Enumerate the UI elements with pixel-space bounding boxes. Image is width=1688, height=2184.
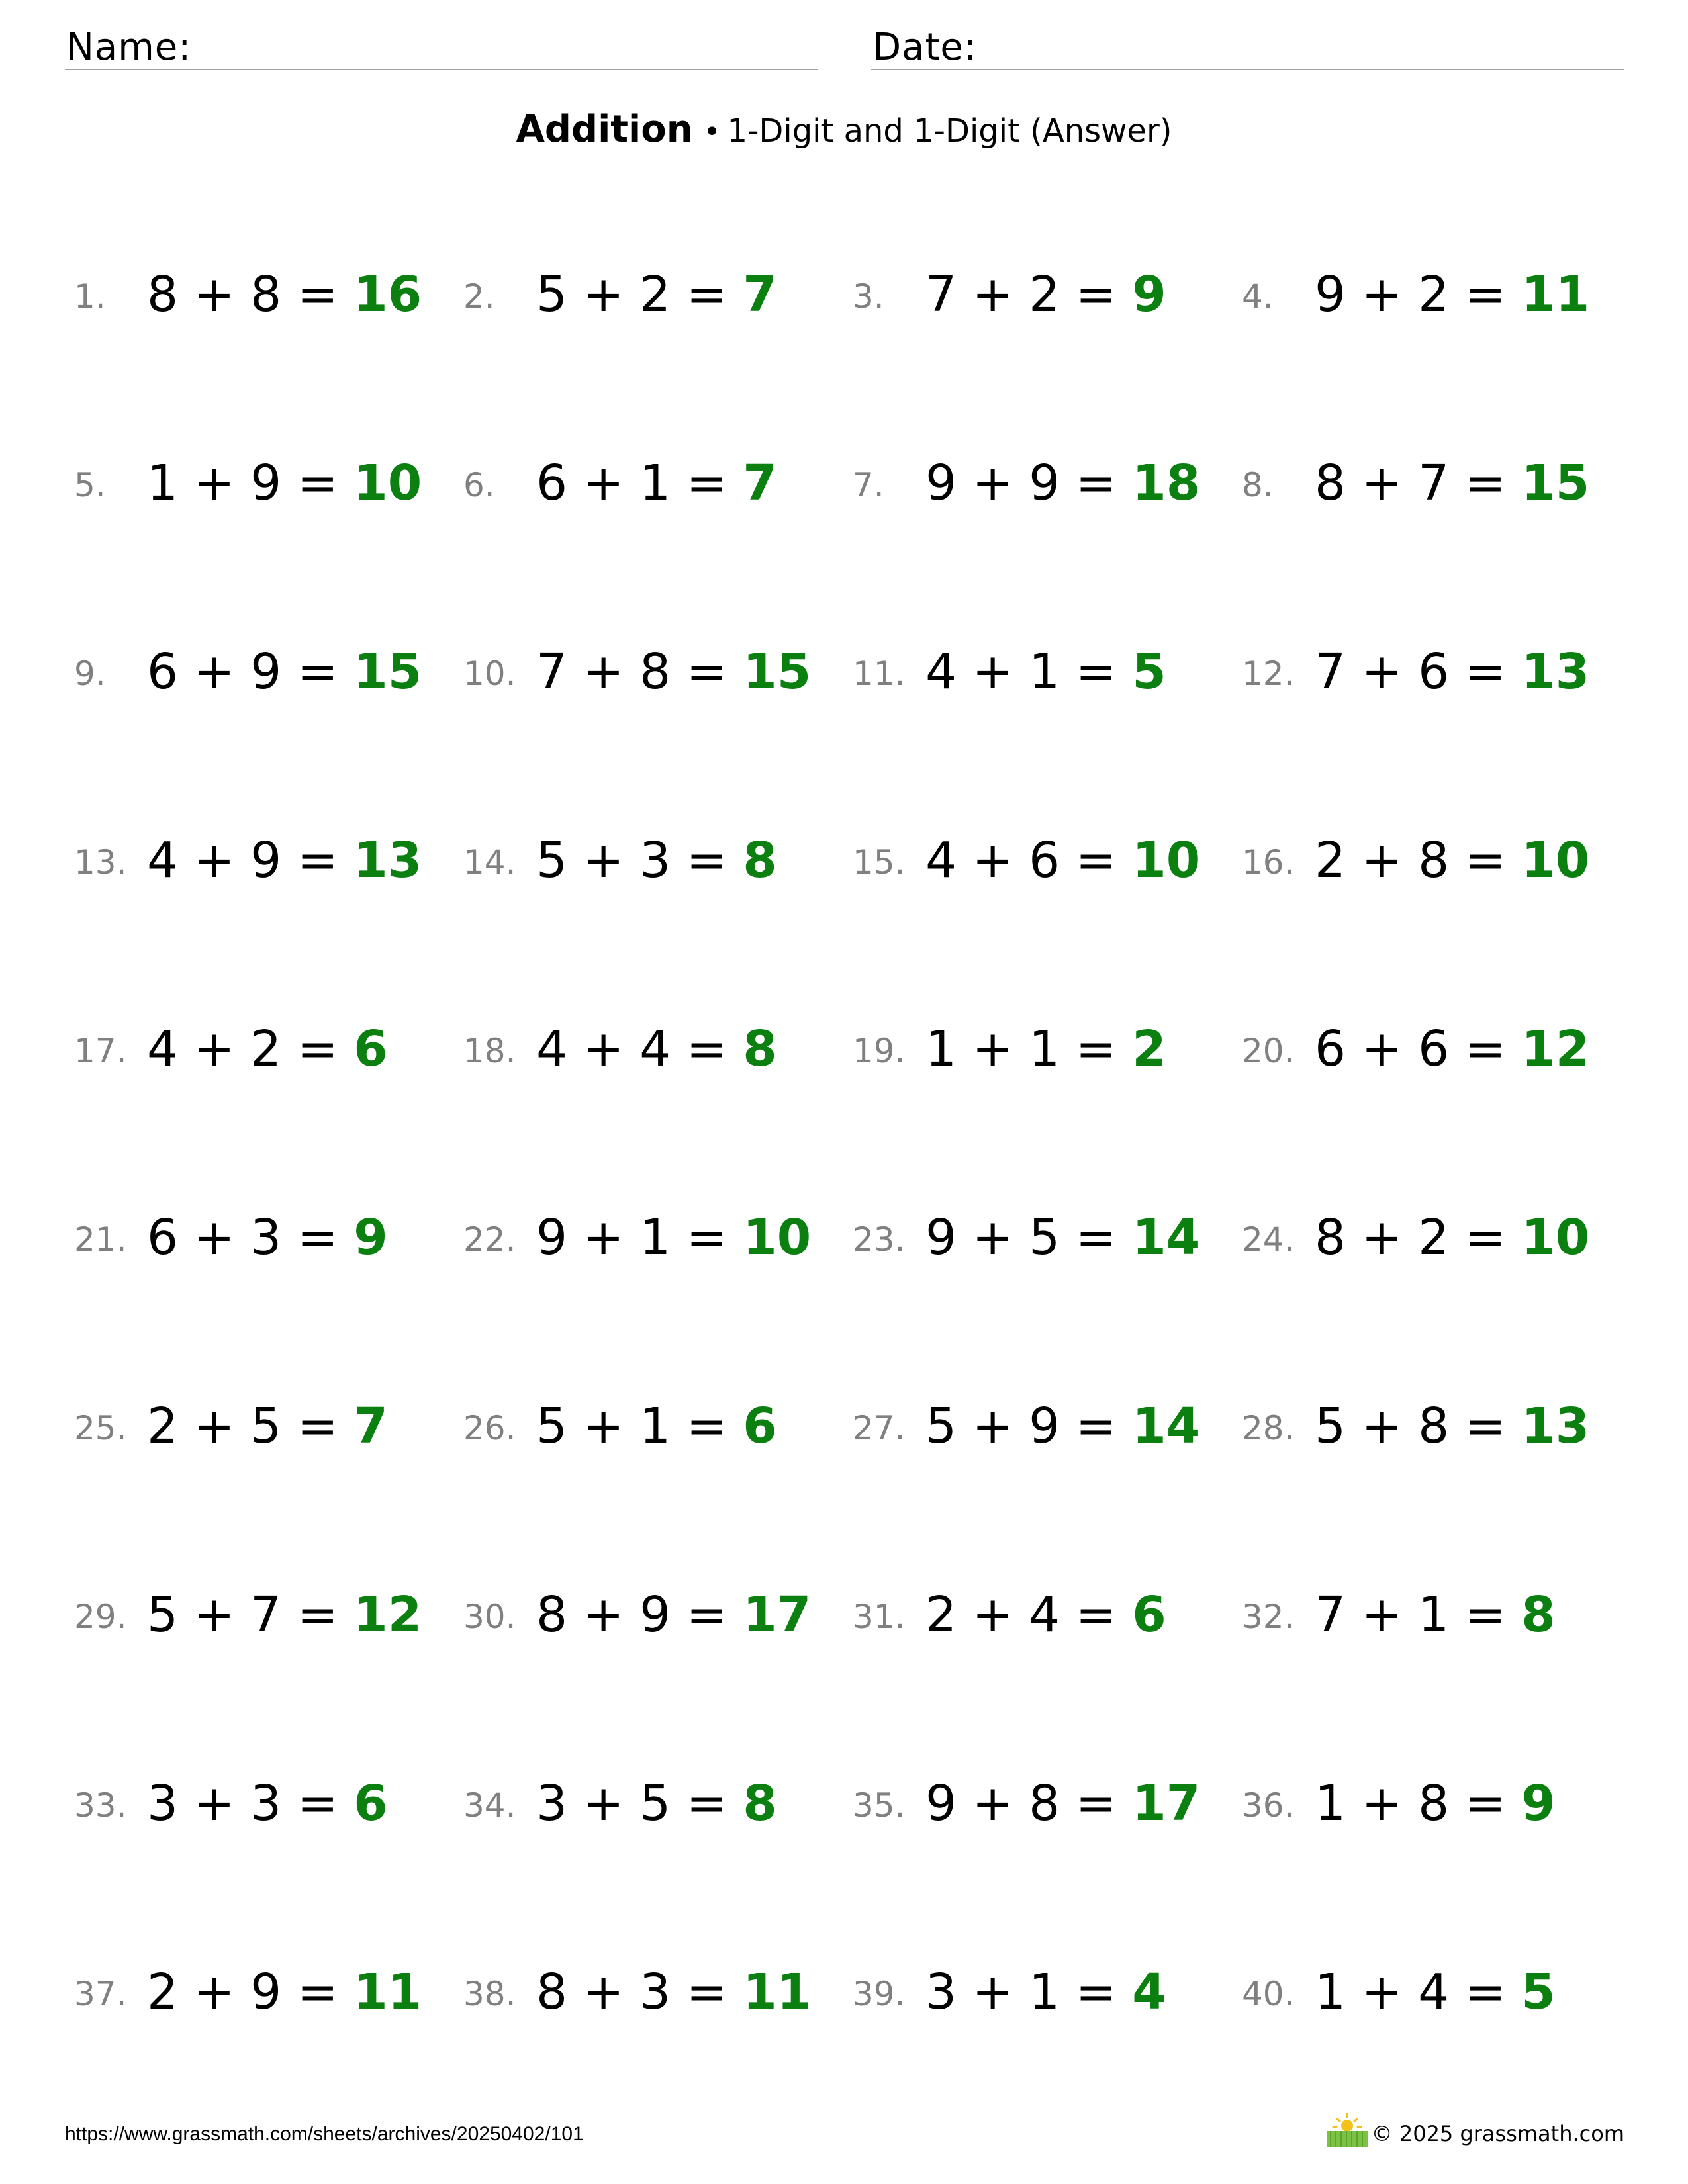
- plus-sign: +: [193, 1964, 235, 2021]
- answer: 10: [1521, 1209, 1590, 1266]
- problem-expression: [147, 1962, 422, 2022]
- problem-number: 23.: [853, 1220, 906, 1259]
- problem-expression: [1315, 831, 1589, 890]
- addend-b: 5: [624, 1775, 686, 1832]
- addend-a: 6: [1315, 1021, 1362, 1077]
- answer: 6: [743, 1398, 777, 1455]
- answer: 8: [1521, 1586, 1556, 1643]
- answer: 9: [1521, 1775, 1556, 1832]
- answer: 9: [353, 1209, 388, 1266]
- answer: 4: [1132, 1964, 1166, 2021]
- equals-sign: =: [1464, 1209, 1522, 1266]
- addend-a: 3: [147, 1775, 194, 1832]
- answer: 10: [743, 1209, 812, 1266]
- problem-number: 26.: [463, 1409, 516, 1447]
- addend-b: 1: [624, 455, 686, 512]
- problem-number: 36.: [1242, 1786, 1295, 1825]
- problem-number: 22.: [463, 1220, 516, 1259]
- addend-a: 4: [147, 1021, 194, 1077]
- addend-a: 1: [147, 455, 194, 512]
- addend-b: 5: [1013, 1209, 1076, 1266]
- problem-number: 11.: [853, 655, 906, 693]
- addend-b: 8: [234, 266, 297, 323]
- plus-sign: +: [972, 1775, 1013, 1832]
- addend-a: 5: [147, 1586, 194, 1643]
- addend-b: 1: [624, 1209, 686, 1266]
- addend-a: 2: [147, 1398, 194, 1455]
- problem-expression: [1315, 1774, 1556, 1833]
- equals-sign: =: [686, 832, 743, 889]
- addend-a: 1: [1315, 1964, 1362, 2021]
- answer: 11: [1521, 266, 1590, 323]
- plus-sign: +: [972, 455, 1013, 512]
- addend-b: 9: [1013, 455, 1076, 512]
- title-separator: •: [703, 115, 721, 149]
- problem-expression: [536, 1585, 811, 1645]
- problem-number: 19.: [853, 1032, 906, 1070]
- addend-a: 9: [925, 1209, 972, 1266]
- addend-b: 9: [234, 1964, 297, 2021]
- problem-expression: [536, 1396, 777, 1456]
- problem-number: 6.: [463, 466, 495, 504]
- addend-a: 9: [925, 1775, 972, 1832]
- problem-expression: [147, 642, 422, 702]
- addend-b: 9: [624, 1586, 686, 1643]
- equals-sign: =: [297, 1586, 354, 1643]
- plus-sign: +: [193, 1398, 235, 1455]
- answer: 10: [1132, 832, 1201, 889]
- plus-sign: +: [972, 266, 1013, 323]
- addend-b: 9: [1013, 1398, 1076, 1455]
- addend-a: 4: [147, 832, 194, 889]
- addend-a: 4: [536, 1021, 583, 1077]
- addend-b: 8: [1402, 1775, 1465, 1832]
- addend-a: 2: [1315, 832, 1362, 889]
- equals-sign: =: [297, 832, 354, 889]
- problem-number: 4.: [1242, 277, 1274, 316]
- plus-sign: +: [193, 1209, 235, 1266]
- problem-number: 12.: [1242, 655, 1295, 693]
- problem-expression: [925, 831, 1200, 890]
- problem-expression: [925, 453, 1200, 513]
- problem-expression: [925, 1208, 1200, 1267]
- problem-expression: [925, 1585, 1166, 1645]
- equals-sign: =: [1075, 1398, 1133, 1455]
- addend-b: 8: [1402, 832, 1465, 889]
- answer: 7: [743, 266, 777, 323]
- answer: 11: [743, 1964, 812, 2021]
- plus-sign: +: [193, 832, 235, 889]
- plus-sign: +: [583, 1775, 624, 1832]
- answer: 13: [1521, 643, 1590, 700]
- addend-b: 7: [1402, 455, 1465, 512]
- addend-b: 9: [234, 832, 297, 889]
- problem-number: 21.: [74, 1220, 127, 1259]
- addend-b: 1: [1013, 1964, 1076, 2021]
- addend-a: 7: [1315, 1586, 1362, 1643]
- answer: 6: [353, 1021, 388, 1077]
- problem-number: 31.: [853, 1598, 906, 1636]
- equals-sign: =: [686, 455, 743, 512]
- plus-sign: +: [193, 1586, 235, 1643]
- problem-expression: [1315, 453, 1589, 513]
- plus-sign: +: [972, 832, 1013, 889]
- title-main: Addition: [516, 108, 693, 151]
- answer: 10: [353, 455, 422, 512]
- equals-sign: =: [1075, 455, 1133, 512]
- plus-sign: +: [583, 455, 624, 512]
- name-label: Name:: [66, 26, 192, 69]
- answer: 8: [743, 1021, 777, 1077]
- equals-sign: =: [1075, 1021, 1133, 1077]
- problem-number: 20.: [1242, 1032, 1295, 1070]
- addend-a: 1: [925, 1021, 972, 1077]
- addend-a: 4: [925, 643, 972, 700]
- problem-number: 18.: [463, 1032, 516, 1070]
- problem-expression: [1315, 265, 1589, 324]
- equals-sign: =: [1464, 1586, 1522, 1643]
- equals-sign: =: [686, 643, 743, 700]
- problem-number: 40.: [1242, 1975, 1295, 2013]
- addend-b: 2: [1402, 266, 1465, 323]
- addend-b: 8: [1402, 1398, 1465, 1455]
- addend-b: 7: [234, 1586, 297, 1643]
- title-subtitle: 1-Digit and 1-Digit (Answer): [727, 113, 1172, 150]
- problem-expression: [1315, 1019, 1589, 1079]
- problem-expression: [1315, 1962, 1556, 2022]
- addend-a: 5: [1315, 1398, 1362, 1455]
- plus-sign: +: [1361, 266, 1403, 323]
- equals-sign: =: [686, 1964, 743, 2021]
- equals-sign: =: [1464, 1398, 1522, 1455]
- equals-sign: =: [297, 643, 354, 700]
- addend-b: 3: [624, 832, 686, 889]
- problem-number: 39.: [853, 1975, 906, 2013]
- addend-a: 2: [925, 1586, 972, 1643]
- answer: 9: [1132, 266, 1166, 323]
- equals-sign: =: [686, 1775, 743, 1832]
- answer: 14: [1132, 1209, 1201, 1266]
- problem-number: 10.: [463, 655, 516, 693]
- equals-sign: =: [297, 1964, 354, 2021]
- problem-expression: [536, 453, 777, 513]
- addend-b: 8: [1013, 1775, 1076, 1832]
- equals-sign: =: [1464, 455, 1522, 512]
- answer: 15: [743, 643, 812, 700]
- addend-b: 6: [1013, 832, 1076, 889]
- equals-sign: =: [686, 1586, 743, 1643]
- equals-sign: =: [1464, 1775, 1522, 1832]
- plus-sign: +: [1361, 643, 1403, 700]
- addend-b: 1: [1013, 643, 1076, 700]
- problem-number: 38.: [463, 1975, 516, 2013]
- addend-a: 7: [925, 266, 972, 323]
- equals-sign: =: [1464, 1021, 1522, 1077]
- addend-b: 9: [234, 455, 297, 512]
- problem-expression: [147, 1396, 388, 1456]
- problem-expression: [147, 1019, 388, 1079]
- problem-number: 8.: [1242, 466, 1274, 504]
- addend-b: 1: [1013, 1021, 1076, 1077]
- answer: 11: [353, 1964, 422, 2021]
- addend-a: 5: [536, 1398, 583, 1455]
- addend-b: 1: [1402, 1586, 1465, 1643]
- problem-number: 3.: [853, 277, 884, 316]
- equals-sign: =: [1464, 266, 1522, 323]
- problem-expression: [147, 1208, 388, 1267]
- addend-a: 8: [1315, 455, 1362, 512]
- addend-a: 8: [1315, 1209, 1362, 1266]
- problem-number: 29.: [74, 1598, 127, 1636]
- problem-expression: [147, 265, 422, 324]
- plus-sign: +: [972, 1021, 1013, 1077]
- addend-a: 5: [536, 266, 583, 323]
- equals-sign: =: [297, 1398, 354, 1455]
- problem-expression: [536, 1774, 777, 1833]
- problem-number: 15.: [853, 843, 906, 882]
- addend-b: 4: [1402, 1964, 1465, 2021]
- date-label: Date:: [872, 26, 977, 69]
- answer: 15: [1521, 455, 1590, 512]
- answer: 12: [1521, 1021, 1590, 1077]
- equals-sign: =: [1075, 1586, 1133, 1643]
- addend-b: 3: [624, 1964, 686, 2021]
- equals-sign: =: [297, 1209, 354, 1266]
- addend-a: 8: [536, 1964, 583, 2021]
- equals-sign: =: [1464, 643, 1522, 700]
- problem-number: 24.: [1242, 1220, 1295, 1259]
- problem-expression: [925, 265, 1166, 324]
- problem-expression: [147, 453, 422, 513]
- addend-a: 7: [1315, 643, 1362, 700]
- problem-number: 25.: [74, 1409, 127, 1447]
- answer: 5: [1132, 643, 1166, 700]
- equals-sign: =: [297, 266, 354, 323]
- addend-a: 5: [925, 1398, 972, 1455]
- answer: 17: [743, 1586, 812, 1643]
- problem-expression: [536, 1208, 811, 1267]
- addend-a: 5: [536, 832, 583, 889]
- addend-b: 3: [234, 1209, 297, 1266]
- addend-a: 9: [1315, 266, 1362, 323]
- addend-b: 8: [624, 643, 686, 700]
- problem-expression: [925, 1019, 1166, 1079]
- addend-b: 2: [234, 1021, 297, 1077]
- plus-sign: +: [1361, 455, 1403, 512]
- plus-sign: +: [583, 643, 624, 700]
- plus-sign: +: [193, 1775, 235, 1832]
- problem-expression: [536, 831, 777, 890]
- answer: 6: [1132, 1586, 1166, 1643]
- addend-b: 6: [1402, 1021, 1465, 1077]
- answer: 17: [1132, 1775, 1201, 1832]
- plus-sign: +: [1361, 832, 1403, 889]
- addend-a: 8: [536, 1586, 583, 1643]
- problem-number: 33.: [74, 1786, 127, 1825]
- plus-sign: +: [193, 266, 235, 323]
- problem-expression: [1315, 1585, 1556, 1645]
- addend-a: 6: [536, 455, 583, 512]
- answer: 6: [353, 1775, 388, 1832]
- problem-expression: [536, 1962, 811, 2022]
- addend-b: 1: [624, 1398, 686, 1455]
- plus-sign: +: [583, 832, 624, 889]
- equals-sign: =: [297, 1021, 354, 1077]
- plus-sign: +: [972, 1964, 1013, 2021]
- problem-expression: [147, 1585, 422, 1645]
- problem-expression: [1315, 1208, 1589, 1267]
- plus-sign: +: [1361, 1964, 1403, 2021]
- equals-sign: =: [686, 1021, 743, 1077]
- problem-expression: [1315, 1396, 1589, 1456]
- equals-sign: =: [686, 1398, 743, 1455]
- addend-a: 3: [925, 1964, 972, 2021]
- addend-a: 2: [147, 1964, 194, 2021]
- addend-a: 8: [147, 266, 194, 323]
- answer: 15: [353, 643, 422, 700]
- addend-b: 2: [1013, 266, 1076, 323]
- equals-sign: =: [686, 266, 743, 323]
- problem-number: 35.: [853, 1786, 906, 1825]
- problem-number: 27.: [853, 1409, 906, 1447]
- answer: 7: [353, 1398, 388, 1455]
- problem-expression: [536, 265, 777, 324]
- problem-number: 28.: [1242, 1409, 1295, 1447]
- answer: 12: [353, 1586, 422, 1643]
- answer: 7: [743, 455, 777, 512]
- plus-sign: +: [583, 1586, 624, 1643]
- problem-expression: [925, 1962, 1166, 2022]
- plus-sign: +: [193, 455, 235, 512]
- equals-sign: =: [1464, 1964, 1522, 2021]
- problem-expression: [925, 642, 1166, 702]
- grass-sun-logo-icon: [1324, 2111, 1370, 2148]
- equals-sign: =: [686, 1209, 743, 1266]
- equals-sign: =: [297, 455, 354, 512]
- problem-number: 7.: [853, 466, 884, 504]
- answer: 13: [353, 832, 422, 889]
- addend-a: 1: [1315, 1775, 1362, 1832]
- addend-b: 5: [234, 1398, 297, 1455]
- plus-sign: +: [193, 643, 235, 700]
- equals-sign: =: [1075, 1775, 1133, 1832]
- plus-sign: +: [972, 1398, 1013, 1455]
- plus-sign: +: [583, 266, 624, 323]
- addend-a: 7: [536, 643, 583, 700]
- plus-sign: +: [972, 1209, 1013, 1266]
- plus-sign: +: [1361, 1775, 1403, 1832]
- addend-b: 4: [1013, 1586, 1076, 1643]
- problem-expression: [925, 1774, 1200, 1833]
- equals-sign: =: [1075, 832, 1133, 889]
- problem-expression: [536, 1019, 777, 1079]
- equals-sign: =: [1464, 832, 1522, 889]
- problem-expression: [1315, 642, 1589, 702]
- equals-sign: =: [1075, 643, 1133, 700]
- plus-sign: +: [583, 1398, 624, 1455]
- addend-b: 9: [234, 643, 297, 700]
- addend-b: 2: [624, 266, 686, 323]
- footer-copyright: © 2025 grassmath.com: [1371, 2121, 1624, 2146]
- problem-expression: [147, 831, 422, 890]
- equals-sign: =: [1075, 1209, 1133, 1266]
- addend-a: 4: [925, 832, 972, 889]
- answer: 2: [1132, 1021, 1166, 1077]
- problem-number: 34.: [463, 1786, 516, 1825]
- answer: 13: [1521, 1398, 1590, 1455]
- addend-a: 3: [536, 1775, 583, 1832]
- answer: 16: [353, 266, 422, 323]
- addend-a: 9: [925, 455, 972, 512]
- problem-number: 14.: [463, 843, 516, 882]
- problem-number: 17.: [74, 1032, 127, 1070]
- problem-number: 1.: [74, 277, 106, 316]
- equals-sign: =: [297, 1775, 354, 1832]
- problem-number: 13.: [74, 843, 127, 882]
- problem-expression: [536, 642, 811, 702]
- addend-b: 3: [234, 1775, 297, 1832]
- answer: 8: [743, 1775, 777, 1832]
- plus-sign: +: [583, 1964, 624, 2021]
- addend-b: 6: [1402, 643, 1465, 700]
- problem-number: 16.: [1242, 843, 1295, 882]
- plus-sign: +: [583, 1209, 624, 1266]
- answer: 5: [1521, 1964, 1556, 2021]
- plus-sign: +: [193, 1021, 235, 1077]
- plus-sign: +: [1361, 1398, 1403, 1455]
- answer: 14: [1132, 1398, 1201, 1455]
- plus-sign: +: [1361, 1209, 1403, 1266]
- answer: 18: [1132, 455, 1201, 512]
- addend-a: 9: [536, 1209, 583, 1266]
- problem-number: 37.: [74, 1975, 127, 2013]
- footer-url[interactable]: https://www.grassmath.com/sheets/archives/20250402/101: [65, 2123, 584, 2145]
- plus-sign: +: [972, 1586, 1013, 1643]
- problem-expression: [147, 1774, 388, 1833]
- answer: 10: [1521, 832, 1590, 889]
- problem-number: 9.: [74, 655, 106, 693]
- problem-number: 5.: [74, 466, 106, 504]
- addend-a: 6: [147, 643, 194, 700]
- plus-sign: +: [1361, 1586, 1403, 1643]
- problem-expression: [925, 1396, 1200, 1456]
- plus-sign: +: [583, 1021, 624, 1077]
- addend-b: 2: [1402, 1209, 1465, 1266]
- plus-sign: +: [1361, 1021, 1403, 1077]
- problem-number: 30.: [463, 1598, 516, 1636]
- problem-number: 2.: [463, 277, 495, 316]
- plus-sign: +: [972, 643, 1013, 700]
- answer: 8: [743, 832, 777, 889]
- problem-number: 32.: [1242, 1598, 1295, 1636]
- addend-a: 6: [147, 1209, 194, 1266]
- equals-sign: =: [1075, 1964, 1133, 2021]
- addend-b: 4: [624, 1021, 686, 1077]
- equals-sign: =: [1075, 266, 1133, 323]
